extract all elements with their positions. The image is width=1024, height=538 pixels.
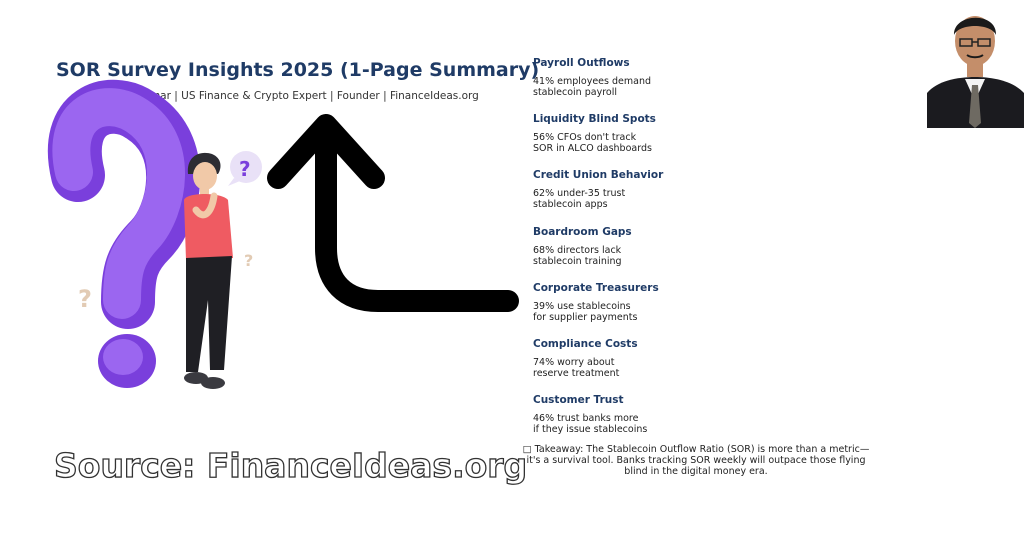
author-photo <box>927 1 1024 128</box>
insight-heading: Credit Union Behavior <box>533 169 664 182</box>
insight-item <box>533 57 753 113</box>
insight-item <box>533 394 753 450</box>
source-label: Source: FinanceIdeas.org <box>54 446 528 485</box>
insight-text: 68% directors lack stablecoin training <box>533 244 622 267</box>
insights-list <box>533 57 753 450</box>
insight-item <box>533 113 753 169</box>
insight-item <box>533 338 753 394</box>
small-question-icon: ? <box>78 285 92 313</box>
insight-heading: Corporate Treasurers <box>533 281 659 294</box>
insight-item <box>533 169 753 225</box>
question-mark-illustration <box>71 107 173 388</box>
page-title: SOR Survey Insights 2025 (1-Page Summary) <box>56 59 540 81</box>
curved-arrow-up-icon <box>278 125 508 301</box>
speech-bubble-icon <box>228 151 262 186</box>
insight-text: 39% use stablecoins for supplier payments <box>533 300 638 323</box>
insight-text: 56% CFOs don't track SOR in ALCO dashboards <box>533 132 652 155</box>
insight-heading: Payroll Outflows <box>533 57 630 69</box>
illustration <box>0 0 540 440</box>
svg-text:?: ? <box>239 157 251 181</box>
insight-heading: Boardroom Gaps <box>533 225 632 238</box>
insight-item <box>533 282 753 338</box>
insight-item <box>533 226 753 282</box>
insight-heading: Customer Trust <box>533 394 624 407</box>
insight-text: 62% under-35 trust stablecoin apps <box>533 188 626 211</box>
insight-text: 46% trust banks more if they issue stablecoins <box>533 413 648 436</box>
insight-text: 74% worry about reserve treatment <box>533 356 620 379</box>
takeaway-text: □ Takeaway: The Stablecoin Outflow Ratio (SOR) is more than a metric— it's a survival tool. Banks tracking SOR weekly will outpace those flying blind in the digital money era. <box>522 444 870 477</box>
insight-heading: Liquidity Blind Spots <box>533 113 656 126</box>
small-question-icon: ? <box>244 251 254 270</box>
insight-heading: Compliance Costs <box>533 337 638 350</box>
insight-text: 41% employees demand stablecoin payroll <box>533 76 651 98</box>
byline: By Tapos Kumar | US Finance & Crypto Expert | Founder | FinanceIdeas.org <box>87 90 479 102</box>
